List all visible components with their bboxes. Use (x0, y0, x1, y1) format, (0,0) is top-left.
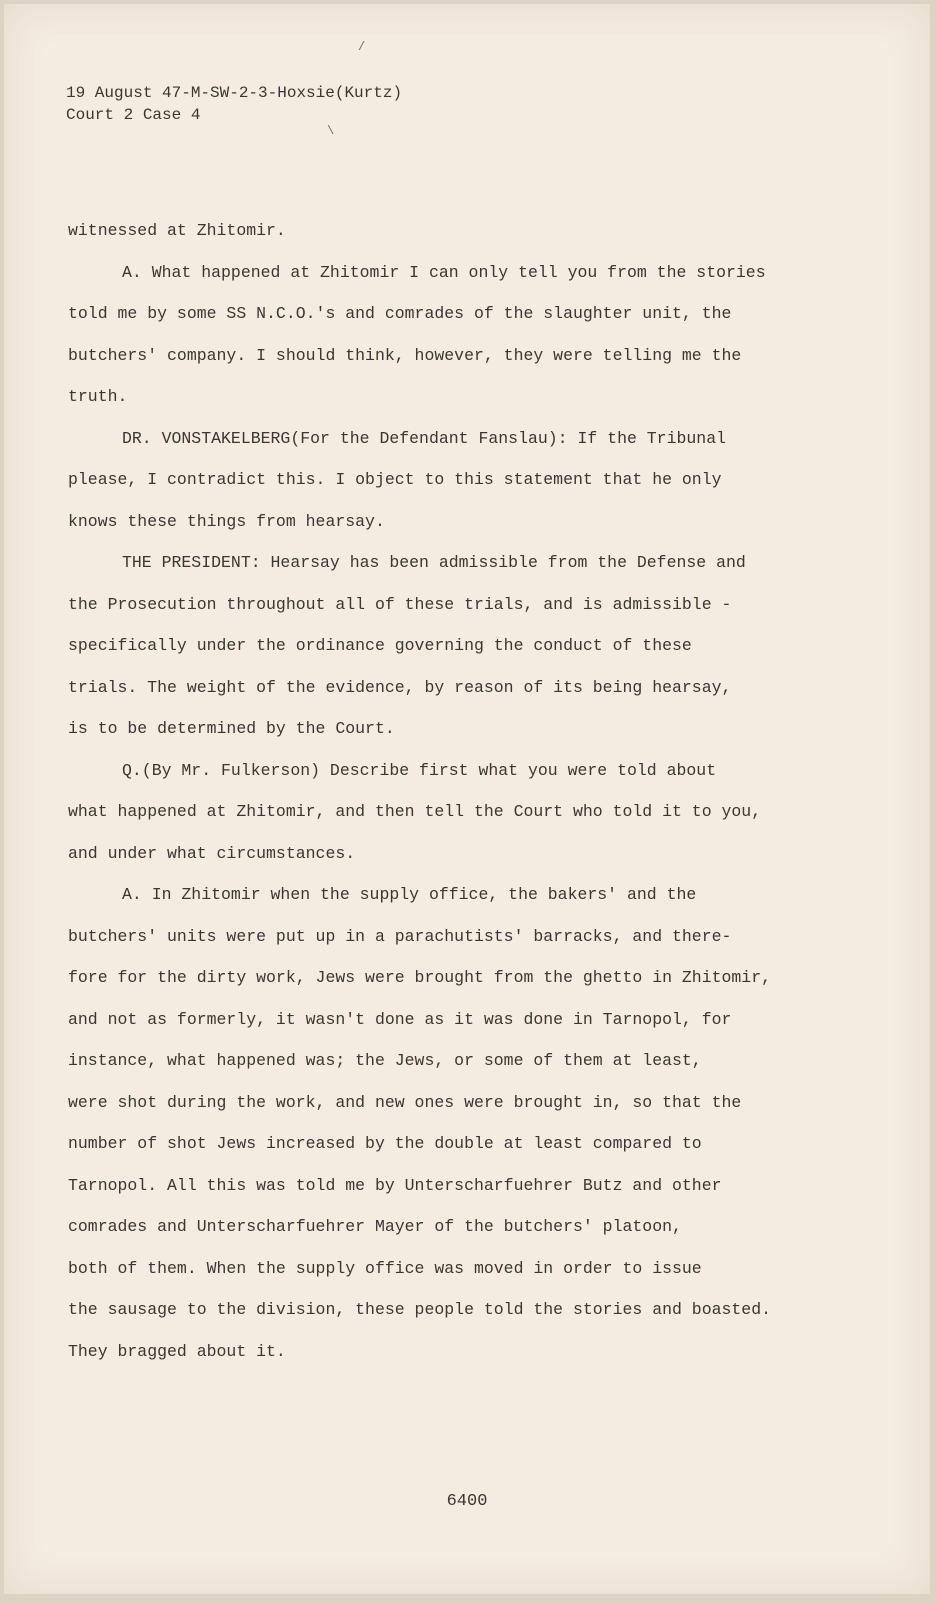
text-line: number of shot Jews increased by the double at least compared to (68, 1134, 702, 1153)
text-line: is to be determined by the Court. (68, 719, 395, 738)
stray-mark: \ (327, 124, 335, 138)
text-line: comrades and Unterscharfuehrer Mayer of the butchers' platoon, (68, 1217, 682, 1236)
text-line: please, I contradict this. I object to this statement that he only (68, 470, 722, 489)
text-line: witnessed at Zhitomir. (68, 221, 286, 240)
text-line: told me by some SS N.C.O.'s and comrades of the slaughter unit, the (68, 304, 732, 323)
text-line: Q.(By Mr. Fulkerson) Describe first what you were told about (122, 760, 717, 780)
text-line: what happened at Zhitomir, and then tell the Court who told it to you, (68, 802, 762, 821)
text-line: Tarnopol. All this was told me by Unterscharfuehrer Butz and other (68, 1175, 722, 1195)
text-line: specifically under the ordinance governing the conduct of these (68, 636, 692, 655)
stray-mark: / (358, 40, 366, 54)
text-line: the sausage to the division, these people told the stories and boasted. (68, 1300, 772, 1319)
page-number: 6400 (446, 1492, 488, 1511)
text-line: instance, what happened was; the Jews, or some of them at least, (68, 1051, 702, 1070)
text-line: and not as formerly, it wasn't done as it was done in Tarnopol, for (68, 1009, 732, 1029)
text-line: A. In Zhitomir when the supply office, the bakers' and the (122, 885, 697, 904)
text-line: both of them. When the supply office was moved in order to issue (68, 1258, 702, 1278)
text-line: truth. (68, 387, 128, 406)
text-line: They bragged about it. (68, 1341, 286, 1361)
header-date-reference: 19 August 47-M-SW-2-3-Hoxsie(Kurtz) (66, 84, 403, 102)
header-court-case: Court 2 Case 4 (66, 106, 201, 124)
text-line: fore for the dirty work, Jews were brought from the ghetto in Zhitomir, (68, 968, 772, 987)
text-line: and under what circumstances. (68, 843, 356, 863)
transcript-body (68, 210, 828, 1372)
text-line: butchers' units were put up in a parachutists' barracks, and there- (68, 926, 732, 946)
document-page (4, 4, 930, 1594)
text-line: THE PRESIDENT: Hearsay has been admissible from the Defense and (122, 553, 746, 572)
text-line: A. What happened at Zhitomir I can only tell you from the stories (122, 262, 766, 282)
document-header (66, 82, 402, 126)
text-line: butchers' company. I should think, however, they were telling me the (68, 345, 742, 365)
text-line: were shot during the work, and new ones were brought in, so that the (68, 1092, 742, 1112)
text-line: DR. VONSTAKELBERG(For the Defendant Fanslau): If the Tribunal (122, 428, 726, 448)
text-line: trials. The weight of the evidence, by reason of its being hearsay, (68, 677, 732, 697)
text-line: knows these things from hearsay. (68, 511, 385, 531)
text-line: the Prosecution throughout all of these trials, and is admissible - (68, 594, 732, 614)
